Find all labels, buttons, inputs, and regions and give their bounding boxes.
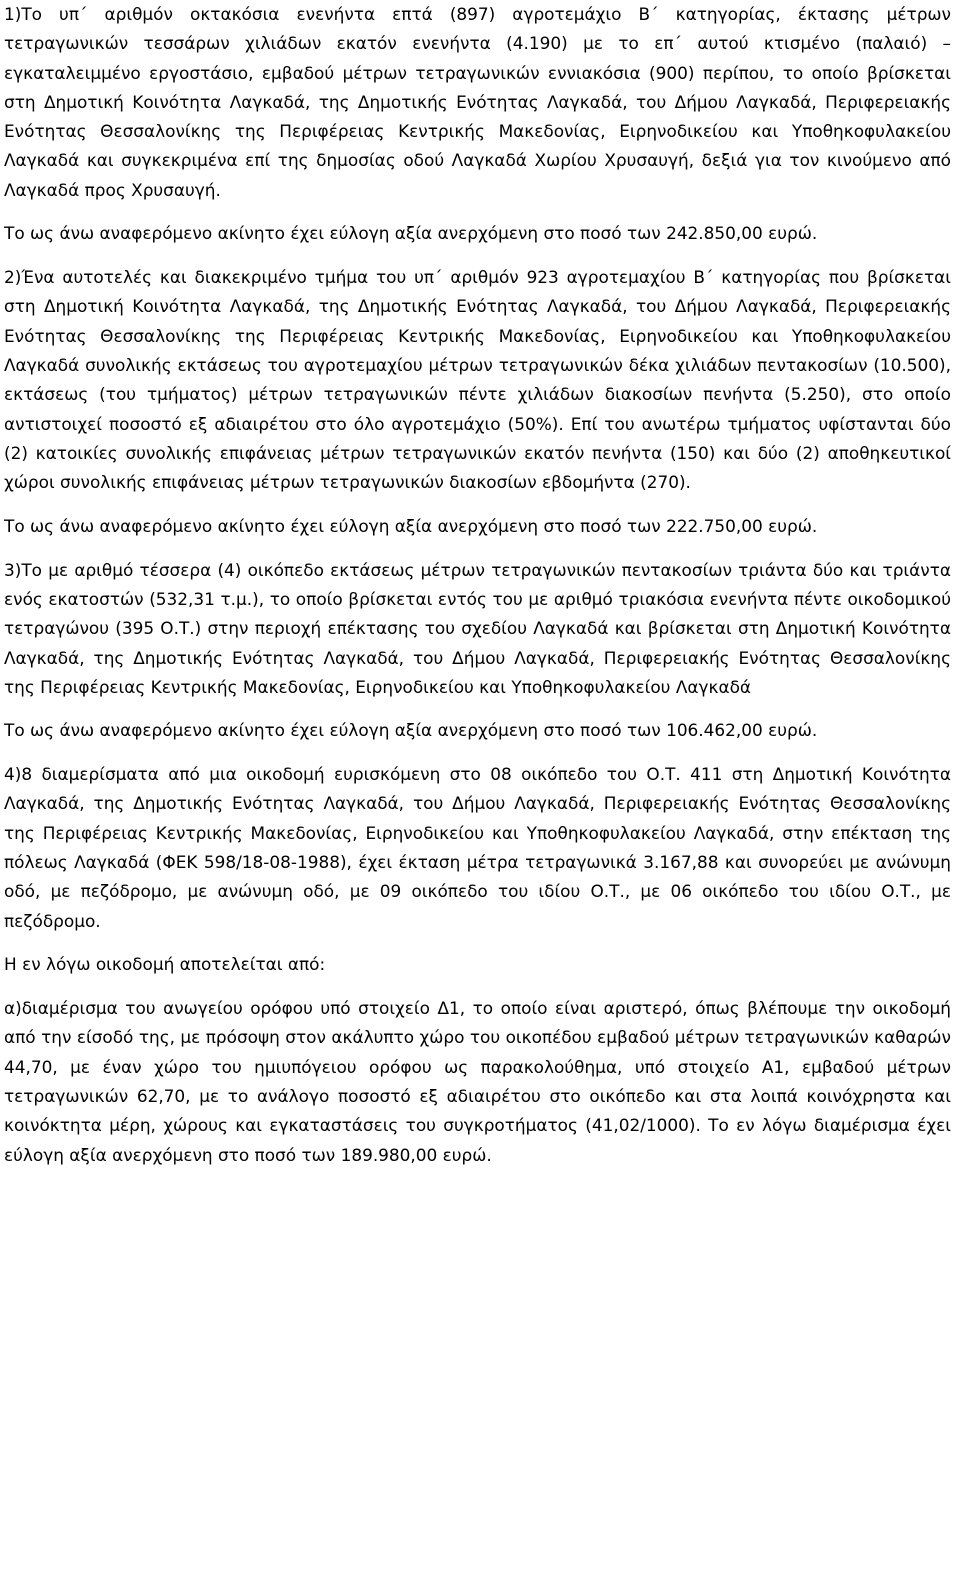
paragraph-apartment-a: α)διαμέρισμα του ανωγείου ορόφου υπό στοιχείο Δ1, το οποίο είναι αριστερό, όπως βλέπουμε την οικοδομή από την είσοδό της, με πρόσοψη στον ακάλυπτο χώρο του οικοπέδου εμβαδού μέτρων τετραγωνικών καθαρών 44,70, με έναν χώρο του ημιυπόγειου ορόφου ως παρακολούθημα, υπό στοιχείο Α1, εμβαδού μέτρων τετραγωνικών 62,70, με το ανάλογο ποσοστό εξ αδιαιρέτου στο οικόπεδο και στα λοιπά κοινόχρηστα και κοινόκτητα μέρη, χώρους και εγκαταστάσεις του συγκροτήματος (41,02/1000). Το εν λόγω διαμέρισμα έχει εύλογη αξία ανερχόμενη στο ποσό των 189.980,00 ευρώ. <box>4 998 951 1165</box>
paragraph-item-1-value: Το ως άνω αναφερόμενο ακίνητο έχει εύλογη αξία ανερχόμενη στο ποσό των 242.850,00 ευρώ. <box>4 223 818 244</box>
paragraph-item-2-value: Το ως άνω αναφερόμενο ακίνητο έχει εύλογη αξία ανερχόμενη στο ποσό των 222.750,00 ευρώ. <box>4 515 818 536</box>
paragraph-item-1-description: 1)Το υπ΄ αριθμόν οκτακόσια ενενήντα επτά (897) αγροτεμάχιο Β΄ κατηγορίας, έκτασης μέτρων τετραγωνικών τεσσάρων χιλιάδων εκατόν ενενήντα (4.190) με το επ΄ αυτού κτισμένο (παλαιό) – εγκαταλειμμένο εργοστάσιο, εμβαδού μέτρων τετραγωνικών εννιακόσια (900) περίπου, το οποίο βρίσκεται στη Δημοτική Κοινότητα Λαγκαδά, της Δημοτικής Ενότητας Λαγκαδά, του Δήμου Λαγκαδά, Περιφερειακής Ενότητας Θεσσαλονίκης της Περιφέρειας Κεντρικής Μακεδονίας, Ειρηνοδικείου και Υποθηκοφυλακείου Λαγκαδά και συγκεκριμένα επί της δημοσίας οδού Λαγκαδά Χωρίου Χρυσαυγή, δεξιά για τον κινούμενο από Λαγκαδά προς Χρυσαυγή. <box>4 4 951 200</box>
paragraph-item-4-description: 4)8 διαμερίσματα από μια οικοδομή ευρισκόμενη στο 08 οικόπεδο του Ο.Τ. 411 στη Δημοτική Κοινότητα Λαγκαδά, της Δημοτικής Ενότητας Λαγκαδά, του Δήμου Λαγκαδά, Περιφερειακής Ενότητας Θεσσαλονίκης της Περιφέρειας Κεντρικής Μακεδονίας, Ειρηνοδικείου και Υποθηκοφυλακείου Λαγκαδά, στην επέκταση της πόλεως Λαγκαδά (ΦΕΚ 598/18-08-1988), έχει έκταση μέτρα τετραγωνικά 3.167,88 και συνορεύει με ανώνυμη οδό, με πεζόδρομο, με ανώνυμη οδό, με 09 οικόπεδο του ιδίου Ο.Τ., με 06 οικόπεδο του ιδίου Ο.Τ., με πεζόδρομο. <box>4 764 951 931</box>
paragraph-item-3-description: 3)Το με αριθμό τέσσερα (4) οικόπεδο εκτάσεως μέτρων τετραγωνικών πεντακοσίων τριάντα δύο και τριάντα ενός εκατοστών (532,31 τ.μ.), το οποίο βρίσκεται εντός του με αριθμό τριακόσια ενενήντα πέντε οικοδομικού τετραγώνου (395 Ο.Τ.) στην περιοχή επέκτασης του σχεδίου Λαγκαδά και βρίσκεται στη Δημοτική Κοινότητα Λαγκαδά, της Δημοτικής Ενότητας Λαγκαδά, του Δήμου Λαγκαδά, Περιφερειακής Ενότητας Θεσσαλονίκης της Περιφέρειας Κεντρικής Μακεδονίας, Ειρηνοδικείου και Υποθηκοφυλακείου Λαγκαδά <box>4 559 951 697</box>
paragraph-item-3-value: Το ως άνω αναφερόμενο ακίνητο έχει εύλογη αξία ανερχόμενη στο ποσό των 106.462,00 ευρώ. <box>4 720 818 741</box>
paragraph-item-2-description: 2)Ένα αυτοτελές και διακεκριμένο τμήμα του υπ΄ αριθμόν 923 αγροτεμαχίου Β΄ κατηγορίας που βρίσκεται στη Δημοτική Κοινότητα Λαγκαδά, της Δημοτικής Ενότητας Λαγκαδά, του Δήμου Λαγκαδά, Περιφερειακής Ενότητας Θεσσαλονίκης της Περιφέρειας Κεντρικής Μακεδονίας, Ειρηνοδικείου και Υποθηκοφυλακείου Λαγκαδά συνολικής εκτάσεως του αγροτεμαχίου μέτρων τετραγωνικών δέκα χιλιάδων πεντακοσίων (10.500), εκτάσεως (του τμήματος) μέτρων τετραγωνικών πέντε χιλιάδων διακοσίων πενήντα (5.250), στο οποίο αντιστοιχεί ποσοστό εξ αδιαιρέτου στο όλο αγροτεμάχιο (50%). Επί του ανωτέρω τμήματος υφίστανται δύο (2) κατοικίες συνολικής επιφάνειας μέτρων τετραγωνικών εκατόν πενήντα (150) και δύο (2) αποθηκευτικοί χώροι συνολικής επιφάνειας μέτρων τετραγωνικών διακοσίων εβδομήντα (270). <box>4 267 951 493</box>
document-page <box>4 0 951 1170</box>
paragraph-building-composition: Η εν λόγω οικοδομή αποτελείται από: <box>4 954 326 975</box>
